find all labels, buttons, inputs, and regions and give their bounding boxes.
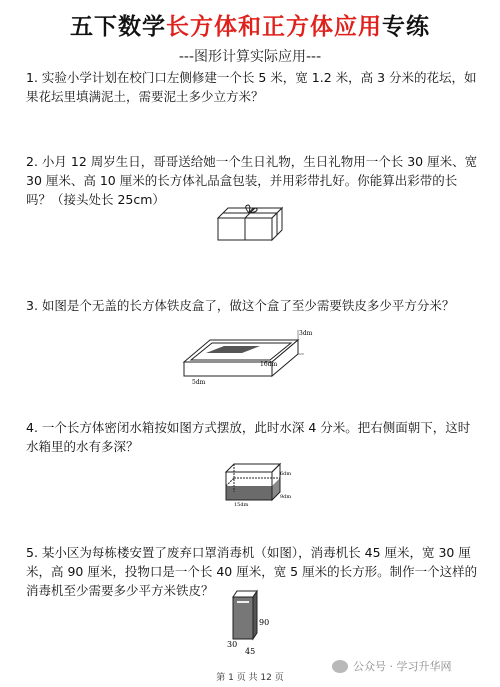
- width-label-5dm: 5dm: [192, 379, 206, 386]
- height-label-3dm: 3dm: [299, 330, 313, 337]
- length-label-16dm: 16dm: [260, 361, 278, 368]
- question-2: 2. 小月 12 周岁生日，哥哥送给她一个生日礼物，生日礼物用一个长 30 厘米、宽 30 厘米、高 10 厘米的长方体礼品盒包装，并用彩带扎好。你能算出彩带的长吗？（接头处长 25cm）: [26, 154, 478, 207]
- page-title: [0, 8, 500, 41]
- height-label-90: 90: [259, 618, 270, 627]
- open-box-figure: [180, 320, 313, 386]
- title-part1: 五下数学: [70, 14, 166, 40]
- question-1: 1. 实验小学计划在校门口左侧修建一个长 5 米，宽 1.2 米，高 3 分米的花坛，如果花坛里填满泥土，需要泥土多少立方米？: [26, 70, 477, 104]
- question-4: 4. 一个长方体密闭水箱按如图方式摆放，此时水深 4 分米。把右侧面朝下，这时水箱里的水有多深？: [26, 420, 471, 454]
- height-label-6dm: 6dm: [280, 471, 292, 477]
- watermark-text: 公众号 · 学习升华网: [353, 660, 452, 673]
- page-subtitle: ---图形计算实际应用---: [178, 49, 322, 65]
- width-label-30: 30: [227, 640, 238, 649]
- sterilizer-figure: [225, 587, 275, 657]
- question-3: 3. 如图是个无盖的长方体铁皮盒了，做这个盒了至少需要铁皮多少平方分米？: [26, 298, 455, 313]
- title-highlight: 长方体和正方体应用: [166, 14, 382, 40]
- page-footer: 第 1 页 共 12 页: [216, 673, 284, 683]
- length-label-45: 45: [245, 647, 256, 656]
- question-5: 5. 某小区为每栋楼安置了废弃口罩消毒机（如图），消毒机长 45 厘米，宽 30 厘米，高 90 厘米，投物口是一个长 40 厘米，宽 5 厘米的长方形。制作一个这样的消毒机至少需要多少平方米铁皮？: [26, 545, 478, 598]
- length-label-15dm: 15dm: [234, 502, 249, 508]
- water-tank-figure: [222, 460, 302, 508]
- width-label-9dm: 9dm: [280, 494, 292, 500]
- title-part3: 专练: [382, 14, 430, 40]
- gift-box-figure: [216, 204, 284, 242]
